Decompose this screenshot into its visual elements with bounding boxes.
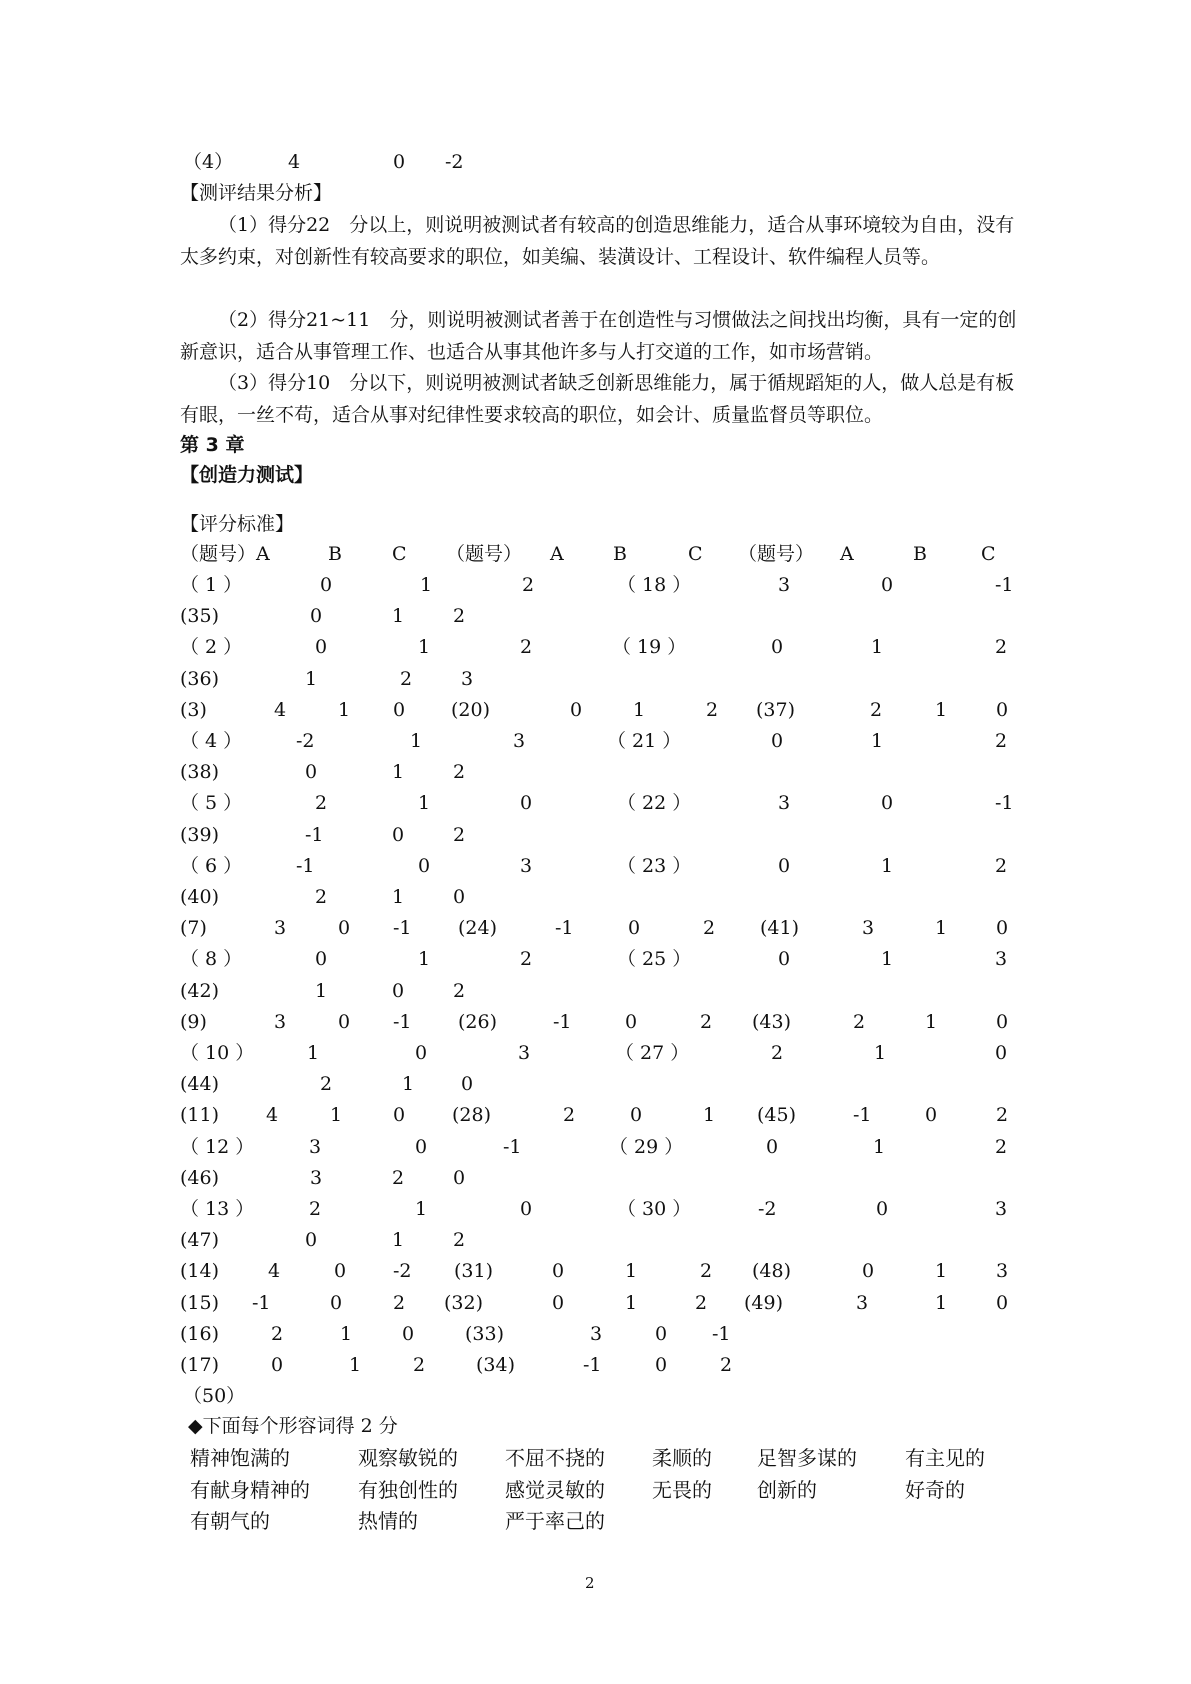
score-value: 1: [881, 854, 894, 877]
score-value: 0: [862, 1260, 875, 1283]
score-value: 0: [778, 948, 791, 971]
adjective-item: 观察敏锐的: [358, 1446, 458, 1470]
header-cell: B: [913, 543, 927, 565]
score-value: 2: [706, 698, 719, 721]
score-value: 0: [453, 1166, 466, 1189]
score-value: （ 30 ）: [617, 1198, 692, 1220]
score-value: 0: [655, 1354, 668, 1376]
score-value: 1: [418, 636, 431, 659]
score-value: 0: [771, 730, 784, 752]
score-value: 0: [995, 1042, 1008, 1064]
question-number: (16): [180, 1322, 220, 1345]
score-value: 0: [392, 979, 405, 1002]
question-number: （50）: [183, 1385, 246, 1408]
score-value: 2: [453, 1229, 466, 1252]
question-number: （ 2 ）: [180, 636, 243, 659]
score-value: -1: [503, 1135, 522, 1158]
header-cell: A: [840, 543, 854, 565]
score-value: 1: [410, 730, 423, 752]
adjective-item: 有主见的: [905, 1446, 985, 1470]
score-value: 0: [392, 823, 405, 846]
top-row-label: （4）: [183, 151, 234, 173]
score-value: (43): [752, 1010, 792, 1033]
adjective-item: 柔顺的: [652, 1446, 712, 1470]
score-value: -2: [758, 1198, 777, 1220]
top-row-value: 0: [393, 151, 406, 173]
score-value: 0: [393, 698, 406, 721]
score-value: 2: [309, 1198, 322, 1220]
analysis-heading: 【测评结果分析】: [180, 182, 333, 204]
score-value: 2: [453, 605, 466, 628]
score-value: -1: [305, 823, 324, 846]
question-number: （ 10 ）: [180, 1042, 255, 1064]
adjective-item: 有朝气的: [190, 1509, 270, 1533]
header-cell: C: [981, 543, 996, 565]
score-value: 1: [703, 1104, 716, 1127]
score-value: 0: [520, 1198, 533, 1220]
score-value: 1: [935, 1260, 948, 1283]
score-value: 1: [925, 1010, 938, 1033]
score-value: 2: [700, 1260, 713, 1283]
score-value: 1: [330, 1104, 343, 1127]
score-value: 0: [310, 605, 323, 628]
score-value: 3: [513, 730, 526, 752]
score-value: 1: [392, 605, 405, 628]
question-number: (9): [180, 1010, 207, 1033]
score-value: 0: [881, 792, 894, 815]
test-title: 【创造力测试】: [180, 464, 314, 486]
score-value: 0: [402, 1322, 415, 1345]
score-value: -2: [296, 730, 315, 752]
question-number: （ 4 ）: [180, 730, 243, 752]
score-value: 0: [552, 1260, 565, 1283]
score-value: （ 23 ）: [617, 854, 692, 877]
score-value: (41): [760, 917, 800, 940]
score-value: 2: [413, 1354, 426, 1376]
score-value: 3: [862, 917, 875, 940]
score-value: -1: [583, 1354, 602, 1376]
score-value: 0: [338, 1010, 351, 1033]
score-value: 1: [340, 1322, 353, 1345]
score-value: 0: [570, 698, 583, 721]
question-number: (38): [180, 761, 220, 784]
score-value: 3: [518, 1042, 531, 1064]
question-number: (15): [180, 1291, 220, 1314]
score-value: 2: [695, 1291, 708, 1314]
score-value: 1: [881, 948, 894, 971]
score-value: 0: [625, 1010, 638, 1033]
score-value: 3: [274, 917, 287, 940]
score-value: 2: [453, 979, 466, 1002]
score-value: 2: [453, 761, 466, 784]
question-number: (44): [180, 1073, 220, 1096]
score-value: 0: [415, 1042, 428, 1064]
adjective-item: 热情的: [358, 1509, 418, 1533]
score-value: -1: [995, 574, 1014, 596]
score-value: 0: [315, 636, 328, 659]
score-value: 2: [522, 574, 535, 596]
score-value: 1: [418, 948, 431, 971]
score-value: 0: [996, 1291, 1009, 1314]
score-value: -1: [393, 1010, 412, 1033]
score-value: 2: [703, 917, 716, 940]
score-value: 2: [453, 823, 466, 846]
score-value: 0: [415, 1135, 428, 1158]
score-value: 1: [349, 1354, 362, 1376]
score-value: 2: [700, 1010, 713, 1033]
adjective-note: ◆下面每个形容词得 2 分: [188, 1415, 398, 1437]
score-value: 3: [778, 574, 791, 596]
score-value: 0: [338, 917, 351, 940]
score-value: 1: [392, 886, 405, 908]
score-value: -1: [393, 917, 412, 940]
question-number: (14): [180, 1260, 220, 1283]
score-value: 0: [876, 1198, 889, 1220]
score-value: 3: [778, 792, 791, 815]
score-value: 1: [625, 1260, 638, 1283]
score-value: 0: [771, 636, 784, 659]
header-cell: C: [688, 543, 703, 565]
score-value: 3: [461, 667, 474, 690]
score-value: (28): [452, 1104, 492, 1127]
score-value: (48): [752, 1260, 792, 1283]
criteria-heading: 【评分标准】: [180, 513, 295, 535]
score-value: 1: [871, 730, 884, 752]
score-value: 1: [633, 698, 646, 721]
score-value: 3: [995, 1198, 1008, 1220]
score-value: (45): [757, 1104, 797, 1127]
page-number: 2: [585, 1574, 595, 1592]
score-value: 1: [305, 667, 318, 690]
question-number: (17): [180, 1354, 220, 1376]
score-value: 3: [520, 854, 533, 877]
analysis-paragraph-3: （3）得分10 分以下，则说明被测试者缺乏创新思维能力，属于循规蹈矩的人，做人总是有板有眼，一丝不苟，适合从事对纪律性要求较高的职位，如会计、质量监督员等职位。: [180, 372, 1015, 426]
score-value: 0: [453, 886, 466, 908]
score-value: 0: [315, 948, 328, 971]
score-value: -1: [712, 1322, 731, 1345]
score-value: 1: [935, 917, 948, 940]
score-value: 2: [996, 1104, 1009, 1127]
score-value: 1: [625, 1291, 638, 1314]
adjective-item: 严于率己的: [505, 1509, 605, 1533]
score-value: 0: [655, 1322, 668, 1345]
question-number: (46): [180, 1166, 220, 1189]
score-value: 2: [315, 886, 328, 908]
score-value: 3: [310, 1166, 323, 1189]
score-value: 4: [274, 698, 287, 721]
score-value: 0: [766, 1135, 779, 1158]
adjective-item: 有献身精神的: [190, 1478, 310, 1502]
score-value: （ 29 ）: [609, 1135, 684, 1158]
header-cell: B: [328, 543, 342, 565]
question-number: (3): [180, 698, 207, 721]
score-value: 2: [392, 1166, 405, 1189]
score-value: 0: [628, 917, 641, 940]
score-value: 0: [778, 854, 791, 877]
score-value: 3: [590, 1322, 603, 1345]
score-value: (32): [444, 1291, 484, 1314]
adjective-item: 无畏的: [652, 1478, 712, 1502]
score-value: (24): [458, 917, 498, 940]
score-value: （ 27 ）: [615, 1042, 690, 1064]
score-value: 1: [874, 1042, 887, 1064]
adjective-item: 感觉灵敏的: [505, 1478, 605, 1502]
adjective-item: 有独创性的: [358, 1478, 458, 1502]
score-value: 2: [520, 948, 533, 971]
score-value: 3: [274, 1010, 287, 1033]
score-value: 3: [995, 948, 1008, 971]
score-value: 0: [271, 1354, 284, 1376]
score-value: （ 25 ）: [617, 948, 692, 971]
header-cell: B: [613, 543, 627, 565]
question-number: （ 13 ）: [180, 1198, 255, 1220]
score-value: (49): [744, 1291, 784, 1314]
adjective-item: 足智多谋的: [757, 1446, 857, 1470]
score-value: 0: [630, 1104, 643, 1127]
score-value: -1: [296, 854, 315, 877]
score-value: （ 22 ）: [617, 792, 692, 815]
score-value: 1: [420, 574, 433, 596]
score-value: -1: [995, 792, 1014, 815]
score-value: 4: [268, 1260, 281, 1283]
score-value: 0: [393, 1104, 406, 1127]
score-value: 1: [871, 636, 884, 659]
score-value: 0: [305, 761, 318, 784]
score-value: 2: [853, 1010, 866, 1033]
score-value: 0: [334, 1260, 347, 1283]
score-value: 2: [563, 1104, 576, 1127]
score-value: 2: [771, 1042, 784, 1064]
top-row-value: 4: [288, 151, 301, 173]
adjective-item: 创新的: [757, 1478, 817, 1502]
analysis-paragraph-1: （1）得分22 分以上，则说明被测试者有较高的创造思维能力，适合从事环境较为自由，没有太多约束，对创新性有较高要求的职位，如美编、装潢设计、工程设计、软件编程人员等。: [180, 214, 1015, 268]
score-value: 3: [309, 1135, 322, 1158]
score-value: 4: [266, 1104, 279, 1127]
score-value: 0: [996, 917, 1009, 940]
score-value: 2: [995, 636, 1008, 659]
score-value: 1: [402, 1073, 415, 1096]
score-value: (20): [451, 698, 491, 721]
score-value: 1: [307, 1042, 320, 1064]
question-number: (35): [180, 605, 220, 628]
question-number: （ 1 ）: [180, 574, 243, 596]
adjective-item: 不屈不挠的: [505, 1446, 605, 1470]
score-value: 0: [881, 574, 894, 596]
score-value: -1: [555, 917, 574, 940]
score-value: 0: [996, 698, 1009, 721]
header-cell: （题号）A: [180, 543, 270, 565]
score-value: （ 18 ）: [617, 574, 692, 596]
question-number: (7): [180, 917, 207, 940]
question-number: (42): [180, 979, 220, 1002]
analysis-paragraph-2: （2）得分21~11 分，则说明被测试者善于在创造性与习惯做法之间找出均衡，具有一定的创新意识，适合从事管理工作、也适合从事其他许多与人打交道的工作，如市场营销。: [180, 309, 1017, 363]
question-number: (39): [180, 823, 220, 846]
score-value: (34): [476, 1354, 516, 1376]
score-value: （ 21 ）: [607, 730, 682, 752]
score-value: 2: [315, 792, 328, 815]
score-value: 2: [995, 730, 1008, 752]
score-value: 3: [856, 1291, 869, 1314]
score-value: -1: [853, 1104, 872, 1127]
score-value: 2: [400, 667, 413, 690]
score-value: 2: [320, 1073, 333, 1096]
question-number: （ 5 ）: [180, 792, 243, 815]
score-value: (33): [465, 1322, 505, 1345]
score-value: 1: [873, 1135, 886, 1158]
score-value: 2: [720, 1354, 733, 1376]
score-value: 2: [271, 1322, 284, 1345]
score-value: 0: [305, 1229, 318, 1252]
score-value: 1: [392, 1229, 405, 1252]
question-number: (36): [180, 667, 220, 690]
header-cell: （题号）: [446, 543, 523, 565]
score-value: 1: [315, 979, 328, 1002]
score-value: 1: [338, 698, 351, 721]
score-value: 1: [935, 698, 948, 721]
score-value: 0: [996, 1010, 1009, 1033]
question-number: (47): [180, 1229, 220, 1252]
score-value: （ 19 ）: [612, 636, 687, 659]
score-value: 0: [925, 1104, 938, 1127]
question-number: （ 8 ）: [180, 948, 243, 971]
score-value: 0: [552, 1291, 565, 1314]
score-value: 2: [393, 1291, 406, 1314]
score-value: (37): [756, 698, 796, 721]
score-value: 2: [995, 854, 1008, 877]
question-number: （ 6 ）: [180, 854, 243, 877]
score-value: 0: [320, 574, 333, 596]
header-cell: C: [392, 543, 407, 565]
chapter-heading: 第 3 章: [180, 434, 245, 456]
score-value: 1: [418, 792, 431, 815]
score-value: 0: [520, 792, 533, 815]
score-value: 3: [996, 1260, 1009, 1283]
question-number: (40): [180, 886, 220, 908]
score-value: 2: [870, 698, 883, 721]
header-cell: A: [550, 543, 564, 565]
score-value: -2: [393, 1260, 412, 1283]
score-value: 0: [461, 1073, 474, 1096]
score-value: 2: [995, 1135, 1008, 1158]
score-value: -1: [553, 1010, 572, 1033]
header-cell: （题号）: [738, 543, 815, 565]
score-value: (31): [454, 1260, 494, 1283]
adjective-item: 好奇的: [905, 1478, 965, 1502]
question-number: （ 12 ）: [180, 1135, 255, 1158]
score-value: 1: [392, 761, 405, 784]
score-value: 1: [415, 1198, 428, 1220]
score-value: 1: [935, 1291, 948, 1314]
top-row-value: -2: [445, 151, 464, 173]
score-value: (26): [458, 1010, 498, 1033]
score-value: -1: [252, 1291, 271, 1314]
question-number: (11): [180, 1104, 220, 1127]
adjective-item: 精神饱满的: [190, 1446, 290, 1470]
score-value: 0: [418, 854, 431, 877]
score-value: 0: [330, 1291, 343, 1314]
score-value: 2: [520, 636, 533, 659]
